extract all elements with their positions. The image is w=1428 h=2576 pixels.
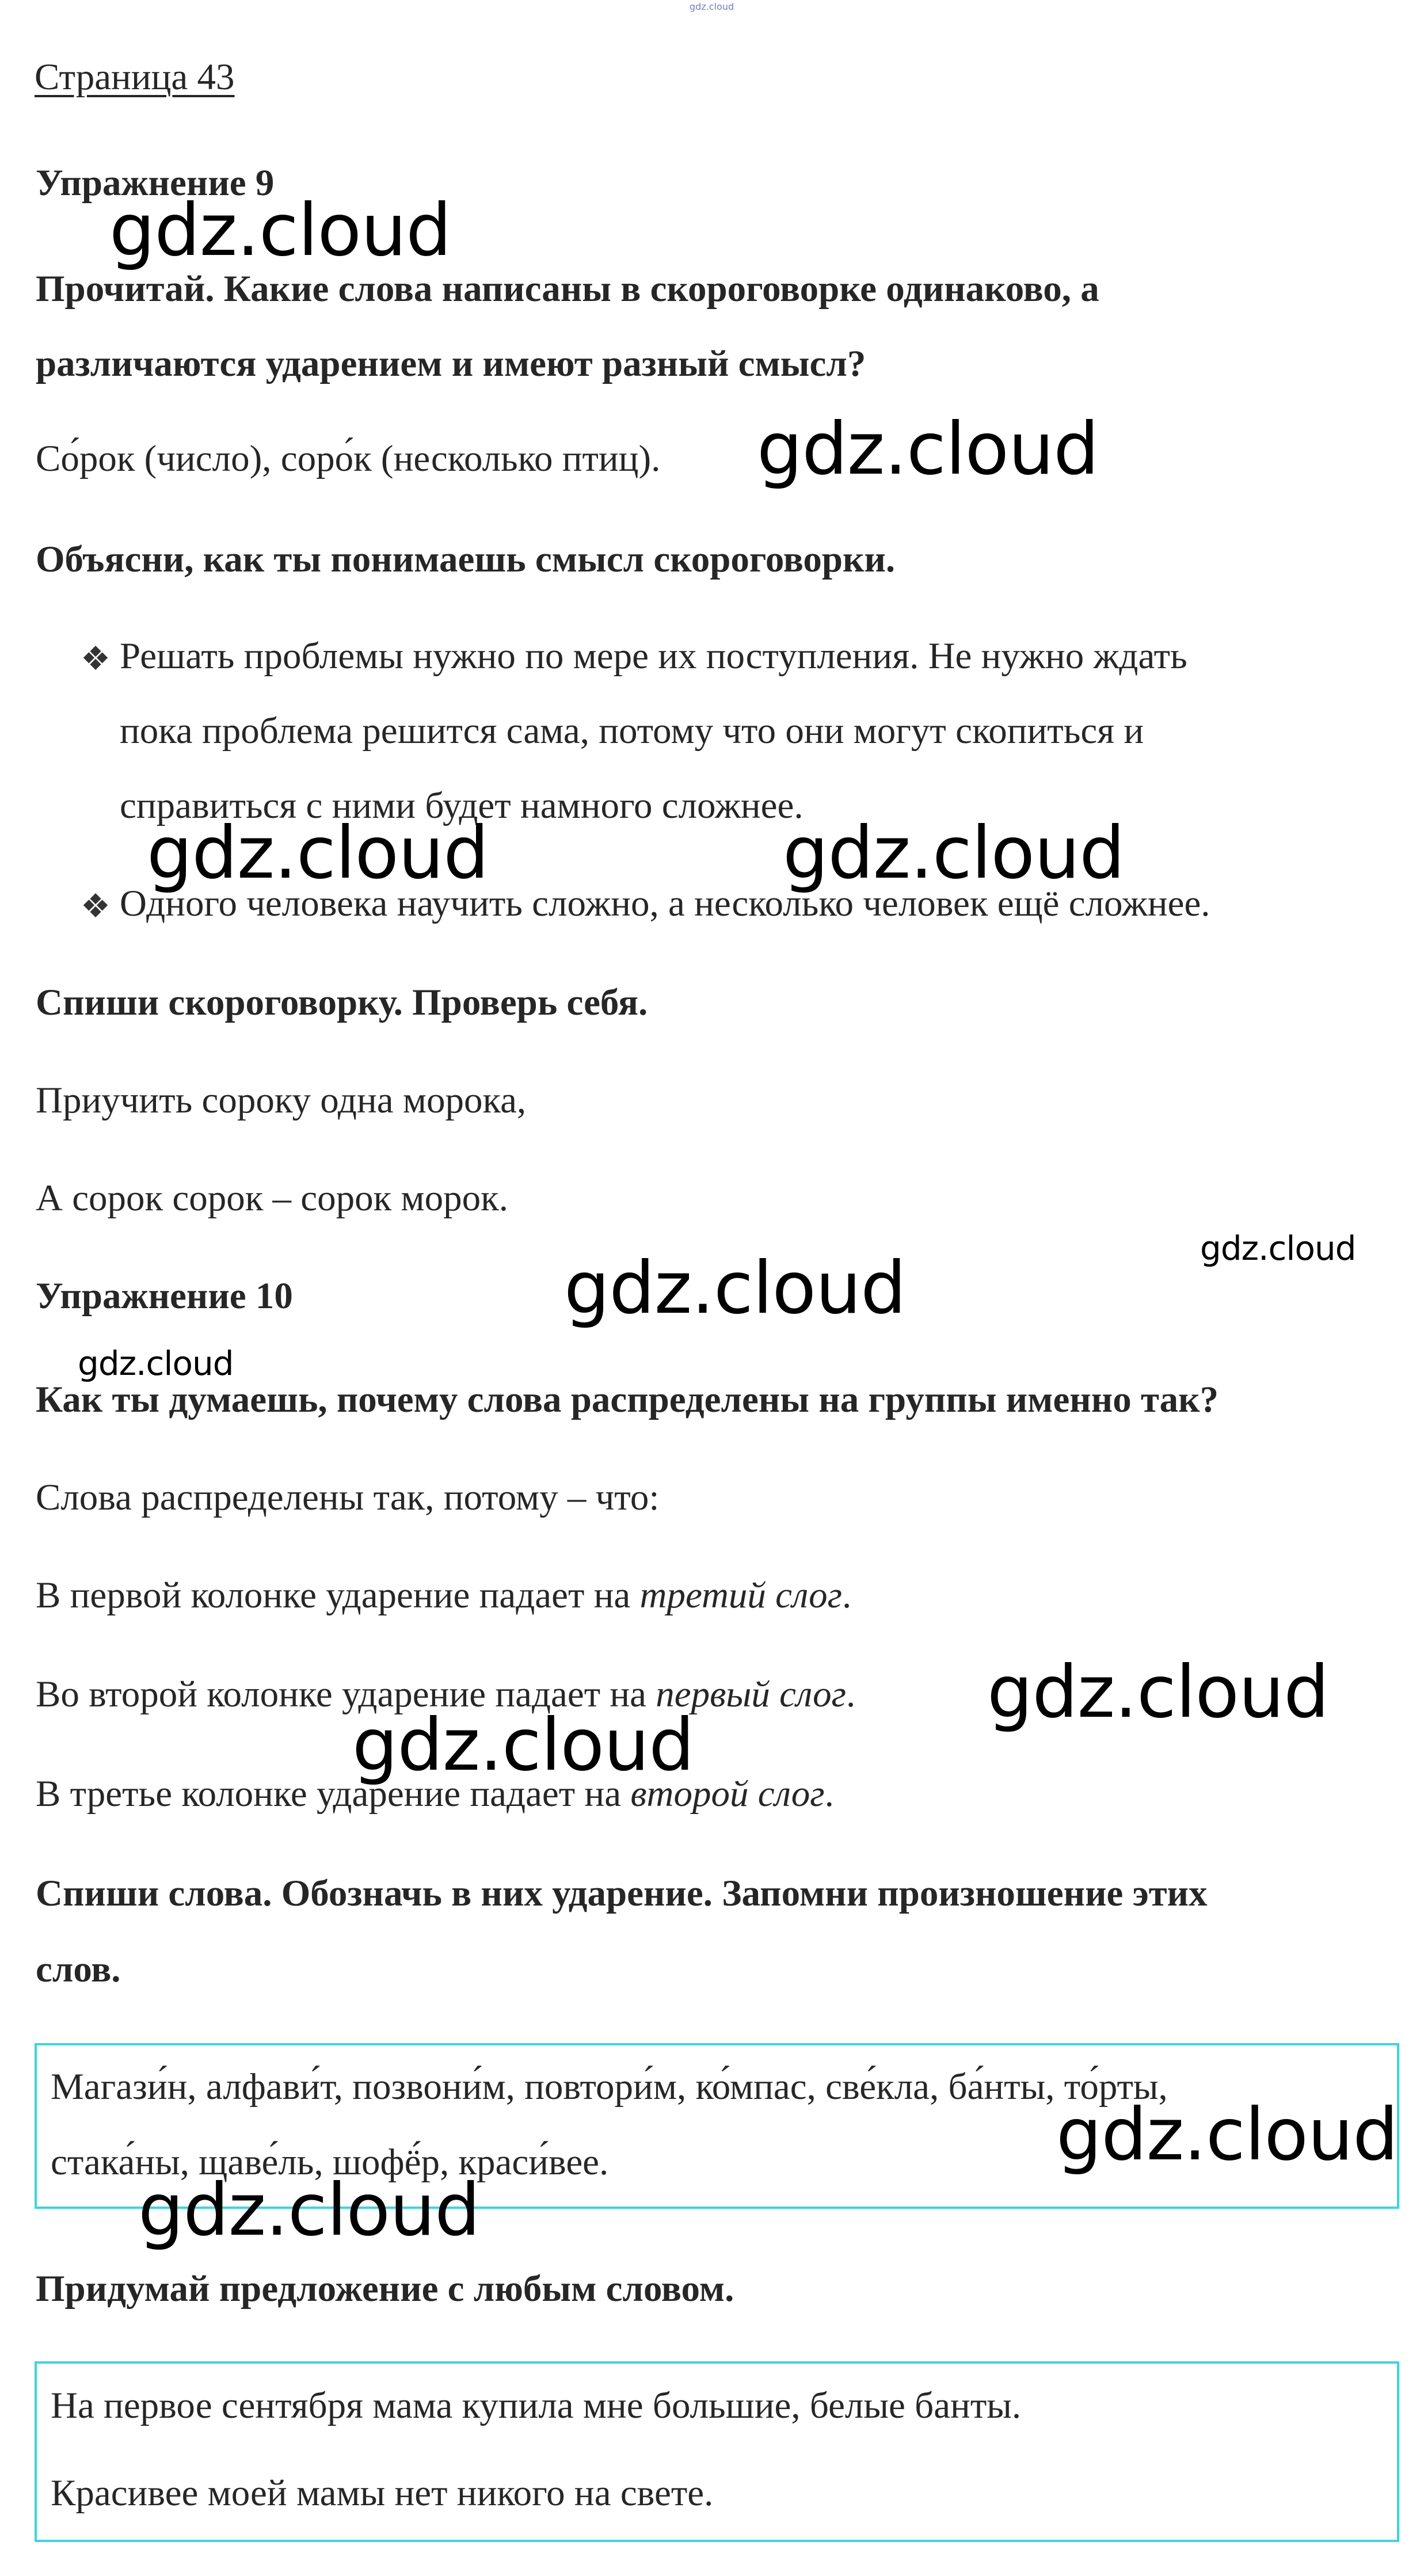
words-line-2: стака́ны, щаве́ль, шофё́р, краси́вее. [51,2141,609,2183]
watermark: gdz.cloud [352,1704,694,1787]
watermark: gdz.cloud [1056,2093,1398,2177]
ex10-answer-intro: Слова распределены так, потому – что: [36,1477,660,1518]
column-2-emphasis: первый слог [656,1674,846,1715]
column-3-emphasis: второй слог [630,1773,825,1815]
ex9-question-2: Объясни, как ты понимаешь смысл скороговорки. [36,539,896,580]
ex9-question-1-line-1: Прочитай. Какие слова написаны в скороговорке одинаково, а [36,268,1099,310]
watermark: gdz.cloud [138,2169,480,2252]
ex9-question-3: Спиши скороговорку. Проверь себя. [36,982,648,1023]
words-line-1: Магази́н, алфави́т, позвони́м, повтори́м, ко́мпас, све́кла, ба́нты, то́рты, [51,2066,1168,2108]
bullet-1-line-3: справиться с ними будет намного сложнее. [120,785,804,826]
column-3-prefix: В третье колонке ударение падает на [36,1773,631,1815]
top-watermark: gdz.cloud [690,1,734,12]
ex10-question-1: Как ты думаешь, почему слова распределены на группы именно так? [36,1379,1219,1420]
watermark: gdz.cloud [1200,1229,1356,1268]
ex10-question-2-line-2: слов. [36,1949,121,1990]
ex10-question-2-line-1: Спиши слова. Обозначь в них ударение. Запомни произношение этих [36,1873,1208,1914]
exercise-9-heading: Упражнение 9 [36,162,275,204]
column-1-period: . [842,1575,852,1616]
tongue-twister-line-2: А сорок сорок – сорок морок. [36,1178,508,1219]
bullet-2-icon: ❖ [81,887,111,925]
watermark: gdz.cloud [78,1344,234,1383]
ex10-question-3: Придумай предложение с любым словом. [36,2268,734,2310]
bullet-1-line-2: пока проблема решится сама, потому что они могут скопиться и [120,710,1144,752]
ex9-question-1-line-2: различаются ударением и имеют разный смысл? [36,343,866,384]
tongue-twister-line-1: Приучить сороку одна морока, [36,1080,527,1121]
ex9-answer-1: Со́рок (число), соро́к (несколько птиц). [36,438,661,479]
ex10-column-1-line [36,1577,851,1614]
sentence-2: Красивее моей мамы нет никого на свете. [51,2472,714,2514]
column-2-prefix: Во второй колонке ударение падает на [36,1674,656,1715]
page-title: Страница 43 [35,56,235,98]
watermark: gdz.cloud [987,1651,1329,1734]
column-1-emphasis: третий слог [639,1575,843,1616]
bullet-2-text: Одного человека научить сложно, а несколько человек ещё сложнее. [120,883,1210,924]
watermark: gdz.cloud [147,811,489,895]
watermark: gdz.cloud [109,189,451,272]
column-2-period: . [846,1674,856,1715]
bullet-1-icon: ❖ [81,640,111,677]
column-1-prefix: В первой колонке ударение падает на [36,1575,640,1616]
watermark: gdz.cloud [783,811,1125,895]
watermark: gdz.cloud [757,407,1099,491]
column-3-period: . [824,1773,834,1815]
watermark: gdz.cloud [564,1247,906,1330]
bullet-1-line-1: Решать проблемы нужно по мере их поступления. Не нужно ждать [120,635,1187,677]
exercise-10-heading: Упражнение 10 [36,1275,293,1317]
sentence-1: На первое сентября мама купила мне большие, белые банты. [51,2385,1022,2426]
